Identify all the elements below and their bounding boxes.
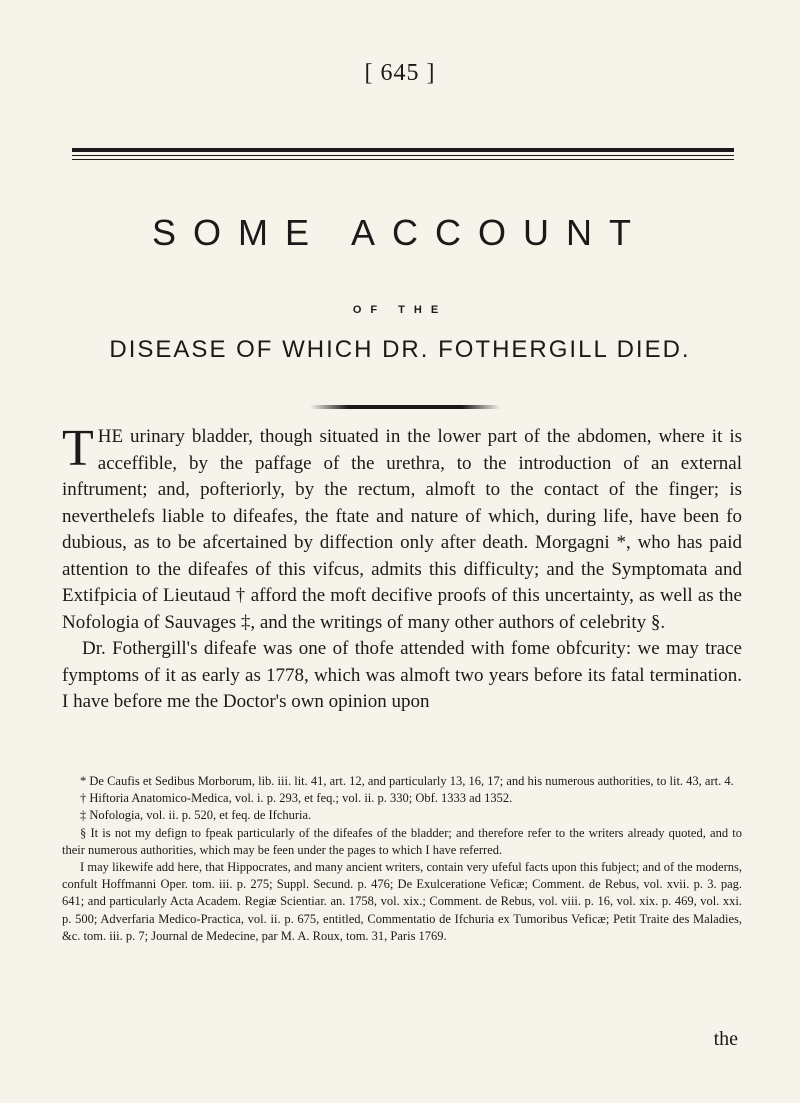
footnotes — [62, 773, 742, 945]
footnote: † Hiftoria Anatomico-Medica, vol. i. p. 293, et feq.; vol. ii. p. 330; Obf. 1333 ad 1352. — [80, 791, 513, 806]
footnote: I may likewife add here, that Hippocrates, and many ancient writers, contain very ufeful facts upon this fubject; and of the moderns, confult Hoffmanni Oper. tom. iii. p. 275; Suppl. Secund. p. 476; De Exulceratione Veficæ; Comment. de Rebus, vol. xvii. p. 3. pag. 641; and particularly Acta Academ. Regiæ Scientiar. an. 1758, vol. xix.; Comment. de Rebus, vol. viii. p. 16, vol. xix. p. 469, vol. xxi. p. 500; Adverfaria Medico-Practica, vol. ii. p. 675, entitled, Commentatio de Ifchuria ex Tumoribus Veficæ; Petit Traite des Maladies, &c. tom. iii. p. 7; Journal de Medecine, par M. A. Roux, tom. 31, Paris 1769. — [62, 860, 742, 943]
ornament-rule — [310, 405, 500, 409]
rule-thin — [72, 155, 734, 156]
title-subtitle: DISEASE OF WHICH DR. FOTHERGILL DIED. — [109, 336, 691, 363]
rule-thick — [72, 148, 734, 152]
header-rules — [72, 148, 734, 163]
drop-cap: T — [62, 420, 94, 477]
footnote: * De Caufis et Sedibus Morborum, lib. iii. lit. 41, art. 12, and particularly 13, 16, 17; and his numerous authorities, to lit. 43, art. 4. — [80, 774, 734, 788]
paragraph-2: Dr. Fothergill's difeafe was one of thofe attended with fome obfcurity: we may trace fymptoms of it as early as 1778, which was almoft two years before its fatal termination. I have before me the Doctor's own opinion upon — [62, 638, 742, 712]
rule-thin — [72, 159, 734, 160]
catchword: the — [713, 1028, 738, 1050]
paragraph-1 — [62, 420, 742, 636]
body-text — [62, 420, 742, 716]
footnote: § It is not my defign to fpeak particularly of the difeafes of the bladder; and therefore refer to the writers already quoted, and to their numerous authorities, which may be feen under the pages to which I have referred. — [62, 825, 742, 857]
paragraph-1-text: HE urinary bladder, though situated in the lower part of the abdomen, where it is acceffible, by the paffage of the urethra, to the introduction of an external inftrument; and, pofteriorly, by the rectum, almoft to the contact of the finger; is neverthelefs liable to difeafes, the ftate and nature of which, during life, have been fo dubious, as to be afcertained by diffection only after death. Morgagni *, who has paid attention to the difeafes of this vifcus, admits this difficulty; and the Symptomata and Extifpicia of Lieutaud † afford the moft decifive proofs of this uncertainty, as well as the Nofologia of Sauvages ‡, and the writings of many other authors of celebrity §. — [62, 426, 742, 633]
page-number: [ 645 ] — [364, 60, 436, 86]
title-of-the: OF THE — [352, 304, 448, 316]
footnote: ‡ Nofologia, vol. ii. p. 520, et feq. de Ifchuria. — [80, 808, 312, 823]
title-main: SOME ACCOUNT — [151, 212, 649, 253]
